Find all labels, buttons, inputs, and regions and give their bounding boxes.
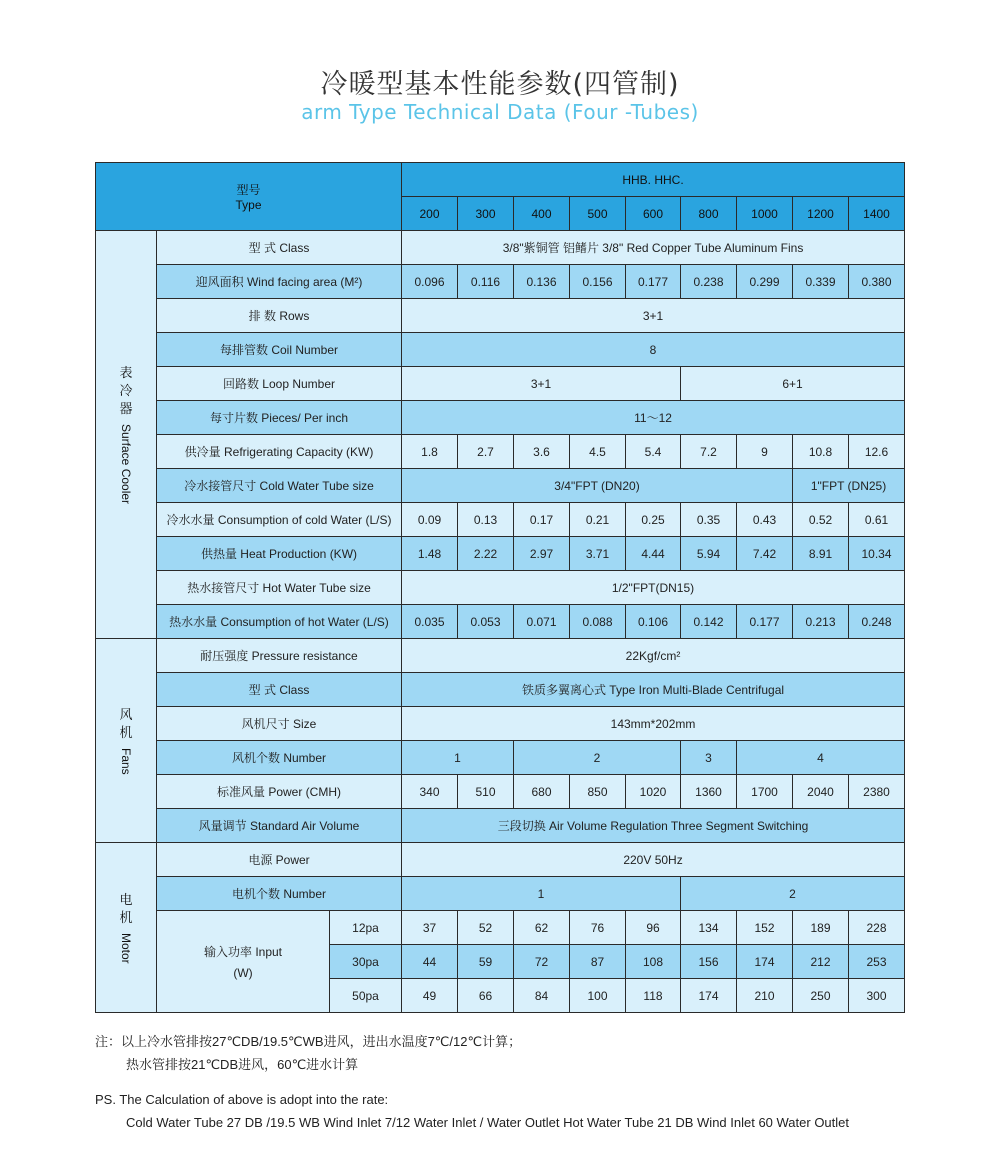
cell-value: 6+1 (681, 367, 905, 401)
row-label: 标准风量 Power (CMH) (157, 775, 402, 809)
cell-value: 84 (514, 979, 570, 1013)
cell-value: 220V 50Hz (402, 843, 905, 877)
cell-value: 510 (458, 775, 514, 809)
cell-value: 3/4"FPT (DN20) (402, 469, 793, 503)
cell-value: 0.142 (681, 605, 737, 639)
model-header: 600 (626, 197, 681, 231)
cell-value: 3/8"紫铜管 铝鳍片 3/8" Red Copper Tube Aluminum Fins (402, 231, 905, 265)
cell-value: 0.09 (402, 503, 458, 537)
input-power-label (157, 911, 330, 1013)
cell-value: 0.213 (793, 605, 849, 639)
row-label: 热水接管尺寸 Hot Water Tube size (157, 571, 402, 605)
cell-value: 44 (402, 945, 458, 979)
cell-value: 0.52 (793, 503, 849, 537)
row-label: 风机个数 Number (157, 741, 402, 775)
section-label-en: Surface Cooler (119, 424, 133, 505)
cell-value: 2.22 (458, 537, 514, 571)
row-label: 迎风面积 Wind facing area (M²) (157, 265, 402, 299)
cell-value: 2380 (849, 775, 905, 809)
section-label-cn: 电 (119, 892, 133, 908)
section-fans (96, 639, 157, 843)
cell-value: 250 (793, 979, 849, 1013)
cell-value: 2.97 (514, 537, 570, 571)
cell-value: 212 (793, 945, 849, 979)
cell-value: 5.4 (626, 435, 681, 469)
cell-value: 2 (681, 877, 905, 911)
model-header: 1400 (849, 197, 905, 231)
cell-value: 0.088 (570, 605, 626, 639)
cell-value: 0.053 (458, 605, 514, 639)
row-label: 每排管数 Coil Number (157, 333, 402, 367)
cell-value: 134 (681, 911, 737, 945)
section-label-en: Motor (119, 933, 133, 964)
cell-value: 156 (681, 945, 737, 979)
cell-value: 0.177 (737, 605, 793, 639)
cell-value: 三段切换 Air Volume Regulation Three Segment Switching (402, 809, 905, 843)
cell-value: 1 (402, 741, 514, 775)
row-label: 每寸片数 Pieces/ Per inch (157, 401, 402, 435)
type-header (96, 163, 402, 231)
cell-value: 118 (626, 979, 681, 1013)
row-label: 电机个数 Number (157, 877, 402, 911)
row-label: 供热量 Heat Production (KW) (157, 537, 402, 571)
cell-value: 2 (514, 741, 681, 775)
type-header-en: Type (235, 198, 262, 212)
note-cn-line-2: 热水管排按21℃DB进风，60℃进水计算 (126, 1057, 359, 1072)
model-header: 200 (402, 197, 458, 231)
cell-value: 0.156 (570, 265, 626, 299)
cell-value: 0.035 (402, 605, 458, 639)
series-header: HHB. HHC. (402, 163, 905, 197)
cell-value: 4.5 (570, 435, 626, 469)
cell-value: 0.136 (514, 265, 570, 299)
cell-value: 1 (402, 877, 681, 911)
cell-value: 12.6 (849, 435, 905, 469)
cell-value: 4 (737, 741, 905, 775)
cell-value: 10.34 (849, 537, 905, 571)
notes (95, 1030, 915, 1134)
cell-value: 2040 (793, 775, 849, 809)
row-label: 型 式 Class (157, 673, 402, 707)
cell-value: 3 (681, 741, 737, 775)
input-power-label-line: 输入功率 Input (203, 945, 283, 959)
cell-value: 1360 (681, 775, 737, 809)
cell-value: 4.44 (626, 537, 681, 571)
cell-value: 300 (849, 979, 905, 1013)
cell-value: 0.299 (737, 265, 793, 299)
cell-value: 8 (402, 333, 905, 367)
row-label: 排 数 Rows (157, 299, 402, 333)
cell-value: 0.339 (793, 265, 849, 299)
row-label: 风量调节 Standard Air Volume (157, 809, 402, 843)
cell-value: 1700 (737, 775, 793, 809)
section-surface-cooler (96, 231, 157, 639)
section-label-cn: 机 (119, 725, 133, 741)
cell-value: 340 (402, 775, 458, 809)
cell-value: 0.61 (849, 503, 905, 537)
cell-value: 3+1 (402, 299, 905, 333)
cell-value: 96 (626, 911, 681, 945)
cell-value: 37 (402, 911, 458, 945)
section-label-cn: 冷 (119, 383, 133, 399)
cell-value: 1/2"FPT(DN15) (402, 571, 905, 605)
row-label: 回路数 Loop Number (157, 367, 402, 401)
cell-value: 3.71 (570, 537, 626, 571)
cell-value: 152 (737, 911, 793, 945)
cell-value: 1020 (626, 775, 681, 809)
cell-value: 0.35 (681, 503, 737, 537)
pressure-level: 12pa (330, 911, 402, 945)
section-label-cn: 器 (119, 401, 133, 417)
cell-value: 66 (458, 979, 514, 1013)
cell-value: 62 (514, 911, 570, 945)
cell-value: 59 (458, 945, 514, 979)
note-cn-line-1: 注：以上冷水管排按27℃DB/19.5℃WB进风，进出水温度7℃/12℃计算； (95, 1034, 522, 1049)
cell-value: 9 (737, 435, 793, 469)
cell-value: 0.248 (849, 605, 905, 639)
cell-value: 210 (737, 979, 793, 1013)
model-header: 300 (458, 197, 514, 231)
cell-value: 0.106 (626, 605, 681, 639)
cell-value: 1.48 (402, 537, 458, 571)
spec-table (95, 162, 905, 1013)
cell-value: 0.071 (514, 605, 570, 639)
section-label-cn: 机 (119, 910, 133, 926)
pressure-level: 50pa (330, 979, 402, 1013)
cell-value: 49 (402, 979, 458, 1013)
row-label: 风机尺寸 Size (157, 707, 402, 741)
cell-value: 铁质多翼离心式 Type Iron Multi-Blade Centrifugal (402, 673, 905, 707)
cell-value: 7.42 (737, 537, 793, 571)
cell-value: 174 (681, 979, 737, 1013)
cell-value: 0.116 (458, 265, 514, 299)
cell-value: 0.25 (626, 503, 681, 537)
cell-value: 850 (570, 775, 626, 809)
cell-value: 1.8 (402, 435, 458, 469)
model-header: 800 (681, 197, 737, 231)
cell-value: 2.7 (458, 435, 514, 469)
cell-value: 0.096 (402, 265, 458, 299)
cell-value: 0.380 (849, 265, 905, 299)
note-ps-line-2: Cold Water Tube 27 DB /19.5 WB Wind Inlet 7/12 Water Inlet / Water Outlet Hot Water Tube 21 DB Wind Inlet 60 Water Outlet (126, 1115, 850, 1130)
row-label: 冷水接管尺寸 Cold Water Tube size (157, 469, 402, 503)
model-header: 1200 (793, 197, 849, 231)
cell-value: 680 (514, 775, 570, 809)
cell-value: 8.91 (793, 537, 849, 571)
cell-value: 174 (737, 945, 793, 979)
cell-value: 52 (458, 911, 514, 945)
section-label-cn: 表 (119, 365, 133, 381)
cell-value: 100 (570, 979, 626, 1013)
note-ps-line-1: PS. The Calculation of above is adopt into the rate: (95, 1092, 389, 1107)
section-label-en: Fans (119, 748, 133, 775)
row-label: 冷水水量 Consumption of cold Water (L/S) (157, 503, 402, 537)
cell-value: 1"FPT (DN25) (793, 469, 905, 503)
section-label-cn: 风 (119, 707, 133, 723)
cell-value: 7.2 (681, 435, 737, 469)
cell-value: 0.21 (570, 503, 626, 537)
cell-value: 143mm*202mm (402, 707, 905, 741)
cell-value: 189 (793, 911, 849, 945)
section-motor (96, 843, 157, 1013)
cell-value: 0.177 (626, 265, 681, 299)
input-power-unit: (W) (233, 966, 253, 980)
cell-value: 0.238 (681, 265, 737, 299)
cell-value: 228 (849, 911, 905, 945)
cell-value: 5.94 (681, 537, 737, 571)
cell-value: 0.13 (458, 503, 514, 537)
cell-value: 11～12 (402, 401, 905, 435)
cell-value: 22Kgf/cm² (402, 639, 905, 673)
cell-value: 76 (570, 911, 626, 945)
row-label: 热水水量 Consumption of hot Water (L/S) (157, 605, 402, 639)
type-header-cn: 型号 (236, 183, 261, 197)
page-title-cn: 冷暖型基本性能参数(四管制) (320, 69, 680, 100)
cell-value: 72 (514, 945, 570, 979)
cell-value: 3+1 (402, 367, 681, 401)
model-header: 500 (570, 197, 626, 231)
row-label: 电源 Power (157, 843, 402, 877)
page-title-en: arm Type Technical Data (Four -Tubes) (301, 100, 699, 124)
model-header: 400 (514, 197, 570, 231)
cell-value: 253 (849, 945, 905, 979)
cell-value: 3.6 (514, 435, 570, 469)
row-label: 型 式 Class (157, 231, 402, 265)
cell-value: 10.8 (793, 435, 849, 469)
row-label: 耐压强度 Pressure resistance (157, 639, 402, 673)
cell-value: 0.43 (737, 503, 793, 537)
pressure-level: 30pa (330, 945, 402, 979)
cell-value: 108 (626, 945, 681, 979)
cell-value: 0.17 (514, 503, 570, 537)
row-label: 供冷量 Refrigerating Capacity (KW) (157, 435, 402, 469)
cell-value: 87 (570, 945, 626, 979)
model-header: 1000 (737, 197, 793, 231)
